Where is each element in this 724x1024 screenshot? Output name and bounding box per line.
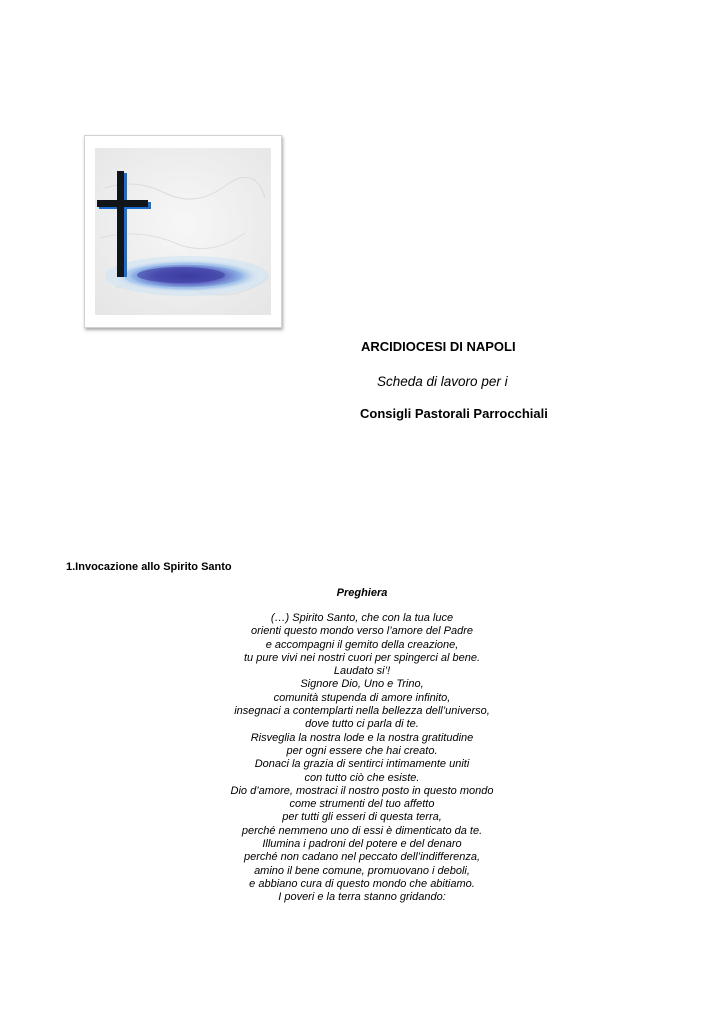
prayer-line: con tutto ciò che esiste. — [304, 771, 420, 784]
prayer-line: per tutti gli esseri di questa terra, — [282, 811, 442, 824]
prayer-line: insegnaci a contemplarti nella bellezza dell’universo, — [234, 705, 490, 718]
prayer-line: e accompagni il gemito della creazione, — [265, 638, 459, 651]
prayer-line: comunità stupenda di amore infinito, — [273, 691, 451, 704]
prayer-title: Preghiera — [336, 587, 388, 599]
prayer-line: I poveri e la terra stanno gridando: — [278, 891, 446, 904]
prayer-line: perché nemmeno uno di essi è dimenticato da te. — [241, 824, 483, 837]
prayer-line: amino il bene comune, promuovano i deboli, — [254, 864, 470, 877]
prayer-line: Illumina i padroni del potere e del denaro — [262, 838, 462, 851]
prayer-line: (…) Spirito Santo, che con la tua luce — [270, 612, 454, 624]
cross-water-icon — [95, 148, 271, 315]
prayer-line: Signore Dio, Uno e Trino, — [300, 678, 424, 691]
prayer-line: tu pure vivi nei nostri cuori per spingerci al bene. — [243, 651, 480, 664]
prayer-line: come strumenti del tuo affetto — [289, 798, 435, 811]
document-audience: Consigli Pastorali Parrocchiali — [360, 406, 548, 421]
prayer-line: orienti questo mondo verso l’amore del Padre — [251, 625, 473, 638]
prayer-text — [162, 612, 562, 905]
prayer-line: Risveglia la nostra lode e la nostra gratitudine — [250, 731, 474, 744]
prayer-line: Laudato si’! — [333, 665, 391, 678]
prayer-line: dove tutto ci parla di te. — [305, 718, 419, 731]
section-heading: 1.Invocazione allo Spirito Santo — [66, 561, 232, 573]
diocese-title: ARCIDIOCESI DI NAPOLI — [361, 339, 516, 354]
diocese-logo — [84, 135, 282, 328]
prayer-line: perché non cadano nel peccato dell’indifferenza, — [243, 851, 481, 864]
prayer-line: e abbiano cura di questo mondo che abitiamo. — [249, 877, 475, 890]
prayer-line: per ogni essere che hai creato. — [286, 744, 438, 757]
prayer-line: Dio d’amore, mostraci il nostro posto in questo mondo — [230, 784, 494, 797]
prayer-line: Donaci la grazia di sentirci intimamente uniti — [254, 758, 470, 771]
document-subtitle: Scheda di lavoro per i — [377, 374, 508, 389]
